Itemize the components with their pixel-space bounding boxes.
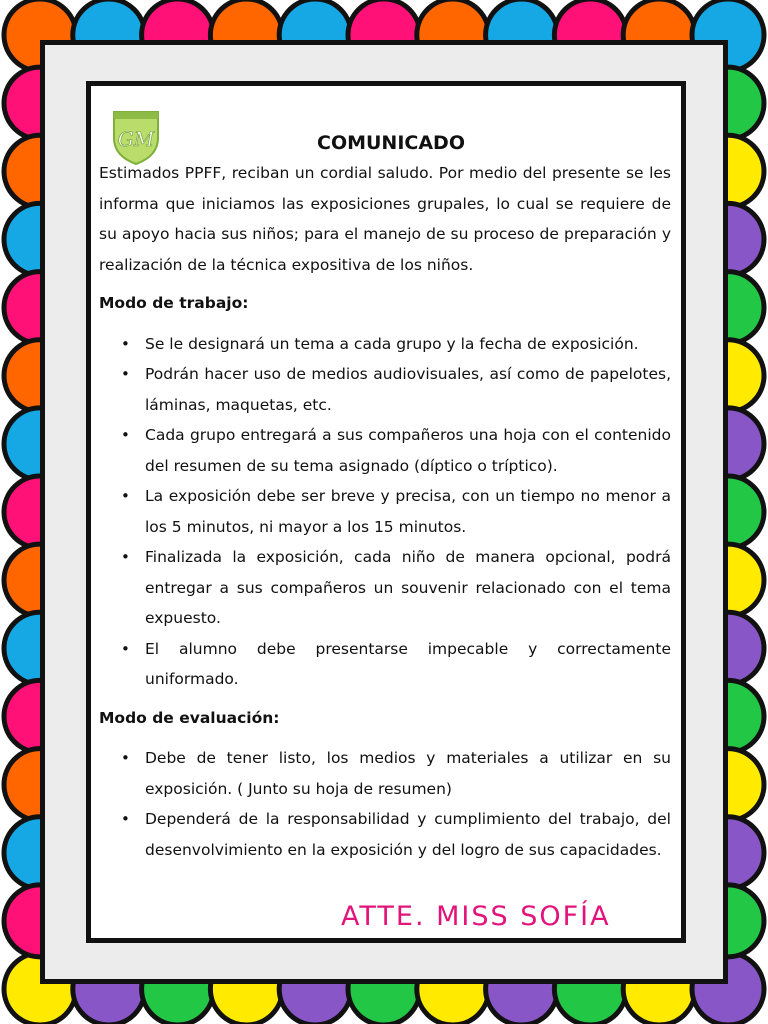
svg-text:GM: GM bbox=[117, 127, 155, 151]
list-item: • Cada grupo entregará a sus compañeros una hoja con el contenido del resumen de su tema asignado (díptico o tríptico). bbox=[145, 420, 671, 481]
list-item: • Podrán hacer uso de medios audiovisuales, así como de papelotes, láminas, maquetas, etc. bbox=[145, 359, 671, 420]
document-sheet bbox=[86, 81, 686, 943]
evaluation-mode-list bbox=[99, 743, 671, 865]
list-item: • Finalizada la exposición, cada niño de manera opcional, podrá entregar a sus compañeros un souvenir relacionado con el tema expuesto. bbox=[145, 542, 671, 634]
work-mode-list bbox=[99, 329, 671, 695]
school-crest-icon bbox=[111, 108, 161, 166]
intro-paragraph: Estimados PPFF, reciban un cordial saludo. Por medio del presente se les informa que iniciamos las exposiciones grupales, lo cual se requiere de su apoyo hacia sus niños; para el manejo de su proceso de preparación y realización de la técnica expositiva de los niños. bbox=[99, 164, 671, 274]
signature: ATTE. MISS SOFÍA bbox=[341, 900, 611, 932]
list-item: • El alumno debe presentarse impecable y correctamente uniformado. bbox=[145, 634, 671, 695]
list-item: • Dependerá de la responsabilidad y cumplimiento del trabajo, del desenvolvimiento en la exposición y del logro de sus capacidades. bbox=[145, 804, 671, 865]
evaluation-mode-heading: Modo de evaluación: bbox=[99, 708, 280, 727]
list-item: • La exposición debe ser breve y precisa, con un tiempo no menor a los 5 minutos, ni mayor a los 15 minutos. bbox=[145, 481, 671, 542]
page-title: COMUNICADO bbox=[317, 132, 465, 154]
work-mode-heading: Modo de trabajo: bbox=[99, 294, 249, 312]
list-item: • Debe de tener listo, los medios y materiales a utilizar en su exposición. ( Junto su hoja de resumen) bbox=[145, 743, 671, 804]
list-item: • Se le designará un tema a cada grupo y la fecha de exposición. bbox=[145, 329, 671, 360]
